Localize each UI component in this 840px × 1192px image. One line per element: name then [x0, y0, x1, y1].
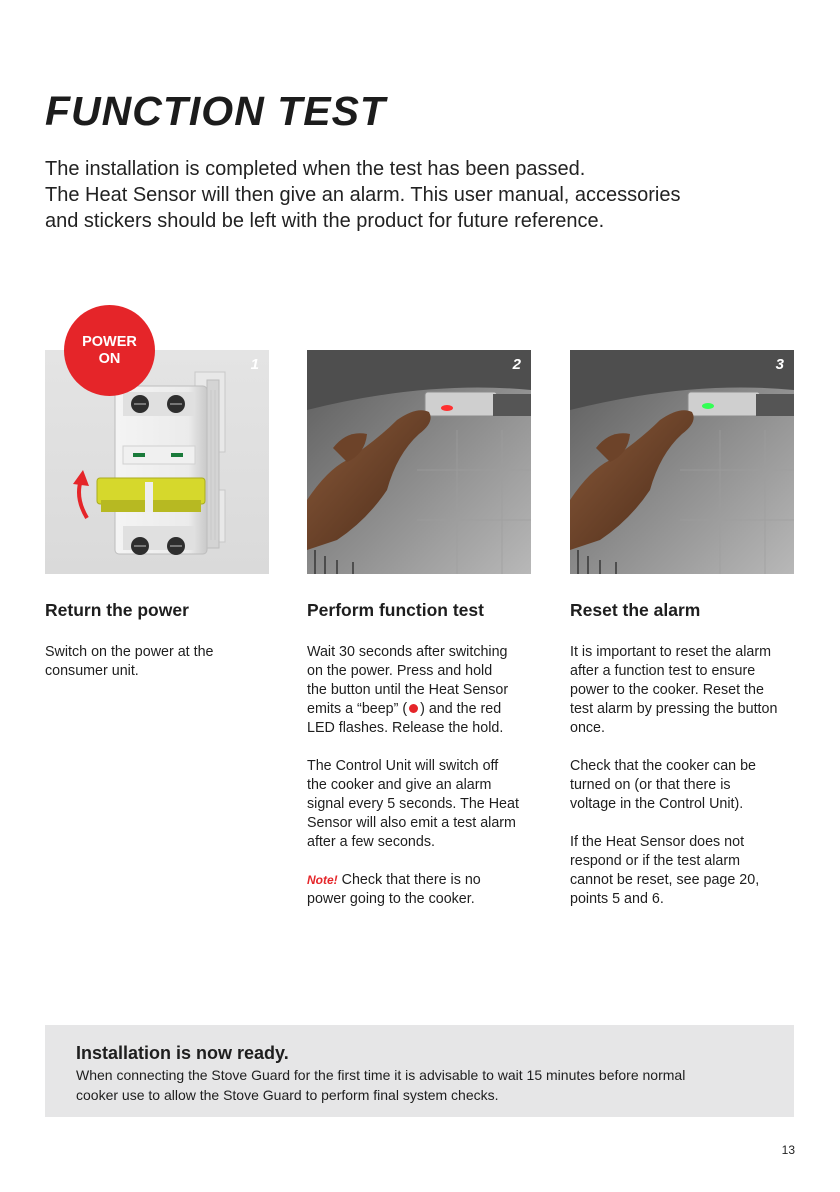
text-line: voltage in the Control Unit). [570, 796, 744, 812]
text-line: power going to the cooker. [307, 891, 475, 907]
step-paragraph [570, 757, 800, 814]
text-line: It is important to reset the alarm [570, 644, 772, 660]
page-number: 13 [781, 1143, 795, 1157]
step-heading: Reset the alarm [570, 600, 701, 620]
text-line: after a function test to ensure [570, 663, 756, 679]
text-line: points 5 and 6. [570, 891, 664, 907]
beep-text-after: ) and the red [420, 701, 502, 717]
text-line: Sensor will also emit a test alarm [307, 815, 516, 831]
beep-text-before: emits a “beep” ( [307, 701, 408, 717]
curved-up-arrow-icon [73, 470, 89, 518]
text-line: the button until the Heat Sensor [307, 682, 509, 698]
text-line: respond or if the test alarm [570, 853, 741, 869]
step-1-column [45, 600, 275, 700]
note-text: Check that there is no [341, 872, 481, 888]
text-line: on the power. Press and hold [307, 663, 493, 679]
text-line: test alarm by pressing the button [570, 701, 778, 717]
footer-heading: Installation is now ready. [76, 1043, 289, 1063]
function-test-photo [307, 350, 531, 574]
text-line: turned on (or that there is [570, 777, 731, 793]
step-number: 3 [775, 356, 784, 373]
text-line: Wait 30 seconds after switching [307, 644, 508, 660]
intro-line: The installation is completed when the test has been passed. [45, 158, 586, 180]
text-line: once. [570, 720, 605, 736]
text-line: after a few seconds. [307, 834, 435, 850]
text-line: The Control Unit will switch off [307, 758, 499, 774]
text-line: the cooker and give an alarm [307, 777, 492, 793]
text-line: Switch on the power at the [45, 644, 214, 660]
text-line [307, 871, 537, 890]
step-paragraph [45, 643, 275, 681]
page-title: FUNCTION TEST [45, 88, 386, 134]
power-on-badge [64, 305, 155, 396]
intro-text [45, 156, 745, 234]
text-line [307, 700, 537, 719]
text-line: power to the cooker. Reset the [570, 682, 764, 698]
text-line: Check that the cooker can be [570, 758, 756, 774]
text-line: consumer unit. [45, 663, 139, 679]
intro-line: The Heat Sensor will then give an alarm. This user manual, accessories [45, 184, 681, 206]
text-line: If the Heat Sensor does not [570, 834, 745, 850]
footer-text [76, 1065, 776, 1105]
intro-line: and stickers should be left with the product for future reference. [45, 210, 605, 232]
text-line: cooker use to allow the Stove Guard to perform final system checks. [76, 1087, 499, 1103]
step-heading: Perform function test [307, 600, 484, 620]
red-dot-icon [409, 704, 418, 713]
step-2-column [307, 600, 537, 928]
text-line: When connecting the Stove Guard for the first time it is advisable to wait 15 minutes before normal [76, 1067, 686, 1083]
hand-pressing-sensor-green-illustration [570, 350, 794, 574]
note-paragraph [307, 871, 537, 909]
text-line: cannot be reset, see page 20, [570, 872, 760, 888]
note-label: Note! [307, 873, 338, 887]
badge-line: ON [98, 350, 121, 367]
text-line: LED flashes. Release the hold. [307, 720, 504, 736]
reset-alarm-photo [570, 350, 794, 574]
step-paragraph [570, 643, 800, 738]
step-number: 2 [512, 356, 521, 373]
text-line: signal every 5 seconds. The Heat [307, 796, 519, 812]
step-3-column [570, 600, 800, 928]
step-paragraph [307, 643, 537, 738]
step-number: 1 [250, 356, 259, 373]
badge-line: POWER [82, 333, 137, 350]
step-paragraph [307, 757, 537, 852]
hand-pressing-sensor-red-illustration [307, 350, 531, 574]
step-paragraph [570, 833, 800, 909]
installation-ready-box [45, 1025, 794, 1117]
step-heading: Return the power [45, 600, 189, 620]
